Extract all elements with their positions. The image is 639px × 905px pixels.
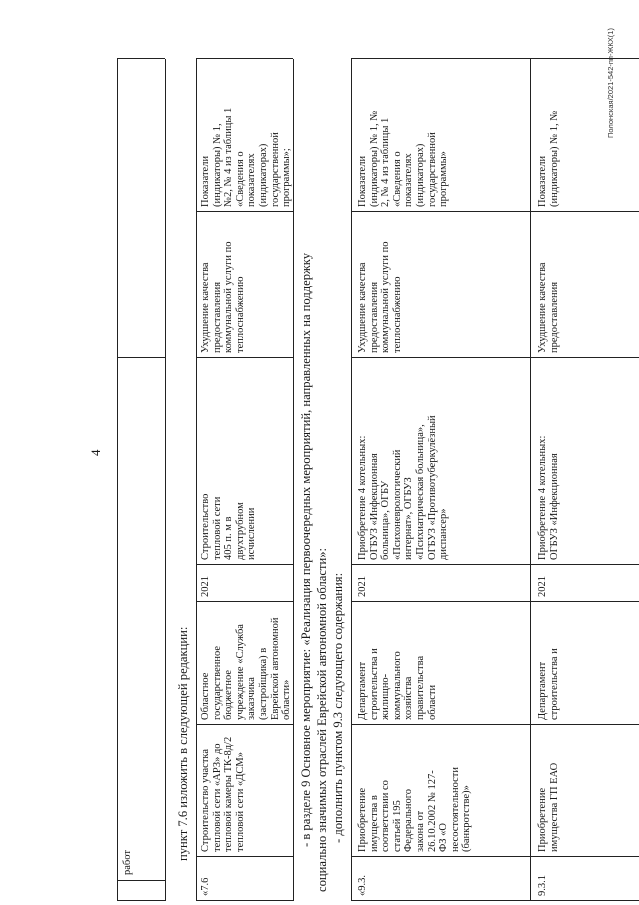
table-border xyxy=(196,856,293,857)
year: 2021 xyxy=(200,576,211,597)
expected-result: Строительство тепловой сети 405 п. м в двухтрубном исчислении xyxy=(200,493,258,560)
row-number: «7.6 xyxy=(200,877,211,896)
activity-name: Приобретение имущества в соответствии со статьей 195 Федерального закона от 26.10.2002 № 127- ФЗ «О несостоятельности (банкротстве)» xyxy=(357,767,473,852)
table-border xyxy=(117,357,165,358)
table-border xyxy=(351,856,639,857)
table-border xyxy=(117,58,165,59)
responsible-executor: Департамент строительства и xyxy=(537,648,560,720)
table-border xyxy=(351,357,639,358)
table-border xyxy=(293,59,294,901)
responsible-executor: Областное государственное бюджетное учреждение «Служба заказчика (застройщика) в Еврейской автономной области» xyxy=(200,617,293,720)
row-number: «9.3. xyxy=(357,875,368,896)
header-cell-work: работ xyxy=(122,850,133,875)
table-border xyxy=(196,211,293,212)
section-9-instruction: - в разделе 9 Основное мероприятие: «Реализация первоочередных мероприятий, направленных на поддержку xyxy=(299,253,313,847)
linked-indicators: Показатели (индикаторы) № 1, № 2, № 4 из таблицы 1 «Сведения о показателях (индикаторах) государственной программы» xyxy=(357,110,450,207)
table-border xyxy=(351,724,639,725)
table-border xyxy=(117,880,165,881)
year: 2021 xyxy=(537,576,548,597)
add-item-9-3-instruction: - дополнить пунктом 9.3 следующего содержания: xyxy=(331,572,345,843)
table-border xyxy=(196,357,293,358)
table-border xyxy=(117,59,118,901)
table-border xyxy=(117,900,165,901)
consequence-of-non-implementation: Ухудшение качества предоставления xyxy=(537,262,560,353)
table-border xyxy=(351,564,639,565)
table-border xyxy=(196,58,293,59)
responsible-executor: Департамент строительства и жилищно- коммунального хозяйства правительства области xyxy=(357,648,438,720)
table-border xyxy=(196,724,293,725)
table-border xyxy=(196,601,293,602)
table-border xyxy=(351,211,639,212)
activity-name: Приобретение имущества ГП ЕАО xyxy=(537,762,560,852)
page-number: 4 xyxy=(88,449,103,456)
table-border xyxy=(351,601,639,602)
expected-result: Приобретение 4 котельных: ОГБУЗ «Инфекционная больница», ОГБУ «Психоневрологический интернат», ОГБУЗ «Психиатрическая больница», ОГБУЗ «Противотуберкулёзный диспансер» xyxy=(357,415,450,560)
linked-indicators: Показатели (индикаторы) № 1, № xyxy=(537,110,560,207)
table-border xyxy=(351,58,639,59)
year: 2021 xyxy=(357,576,368,597)
instruction-text-7-6: пункт 7.6 изложить в следующей редакции: xyxy=(176,626,190,861)
table-border xyxy=(196,900,293,901)
table-border xyxy=(196,59,197,901)
consequence-of-non-implementation: Ухудшение качества предоставления коммунальной услуги по теплоснабжению xyxy=(200,241,246,353)
table-border xyxy=(351,900,639,901)
expected-result: Приобретение 4 котельных: ОГБУЗ «Инфекционная xyxy=(537,435,560,560)
consequence-of-non-implementation: Ухудшение качества предоставления коммунальной услуги по теплоснабжению xyxy=(357,241,403,353)
table-border xyxy=(530,59,531,901)
table-border xyxy=(196,564,293,565)
table-border xyxy=(165,59,166,901)
row-number: 9.3.1 xyxy=(537,875,548,896)
section-9-instruction-cont: социально значимых отраслей Еврейской автономной области»: xyxy=(315,547,329,892)
linked-indicators: Показатели (индикаторы) № 1, №2, № 4 из таблицы 1 «Сведения о показателях (индикаторах) государственной программы»; xyxy=(200,107,293,207)
document-footer-code: Полонская/2021-542-пп-ЖКХ(1) xyxy=(606,28,615,138)
table-border xyxy=(351,59,352,901)
activity-name: Строительство участка тепловой сети «АРЗ» до тепловой камеры ТК-8д/2 тепловой сети «ДСМ» xyxy=(200,736,246,852)
